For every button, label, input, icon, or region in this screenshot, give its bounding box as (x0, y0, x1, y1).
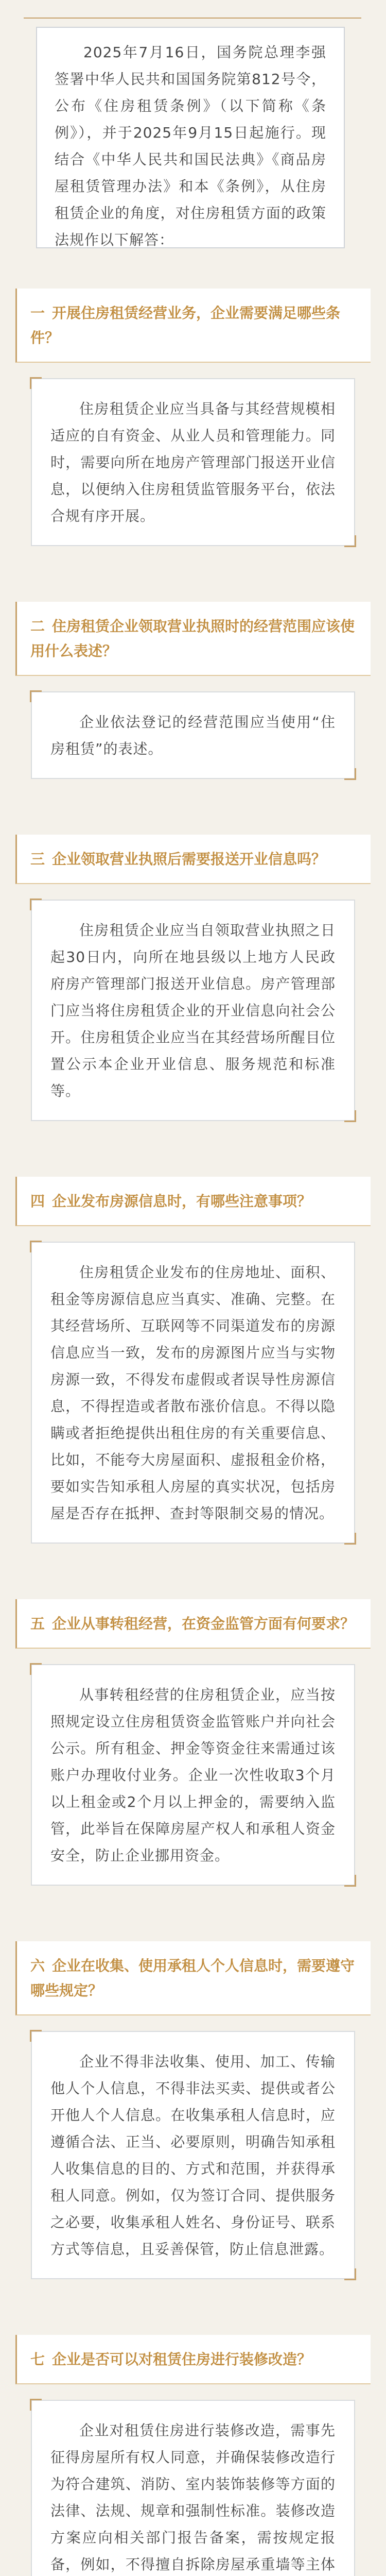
question-title: 企业在收集、使用承租人个人信息时，需要遵守哪些规定？ (30, 1957, 355, 1999)
answer-box (31, 691, 355, 779)
corner-decoration (344, 2268, 356, 2280)
question-title: 住房租赁企业领取营业执照时的经营范围应该使用什么表述？ (30, 618, 355, 659)
qa-section-4 (15, 1177, 371, 1544)
question-number: 六 (30, 1957, 45, 1974)
question-title: 企业发布房源信息时，有哪些注意事项？ (52, 1193, 312, 1210)
question-number: 五 (30, 1615, 45, 1632)
question-number: 一 (30, 304, 45, 321)
answer-box (31, 900, 355, 1121)
corner-decoration (30, 899, 42, 910)
question-number: 七 (30, 2351, 45, 2368)
question-title: 企业领取营业执照后需要报送开业信息吗？ (52, 851, 326, 868)
intro-box (24, 18, 361, 260)
question-bar (15, 1599, 371, 1649)
corner-decoration (344, 1875, 356, 1887)
qa-section-6 (15, 1941, 371, 2279)
corner-decoration (30, 1663, 42, 1675)
answer-box (31, 2031, 355, 2279)
answer-box (31, 1664, 355, 1886)
answer-box (31, 378, 355, 546)
question-bar (15, 1177, 371, 1226)
question-title: 企业是否可以对租赁住房进行装修改造？ (52, 2351, 312, 2368)
question-bar (15, 1941, 371, 2015)
answer-text: 住房租赁企业应当具备与其经营规模相适应的自有资金、从业人员和管理能力。同时，需要向所在地房产管理部门报送开业信息，以便纳入住房租赁监管服务平台，依法合规有序开展。 (50, 400, 336, 524)
qa-section-7 (15, 2335, 371, 2576)
corner-decoration (344, 768, 356, 780)
question-bar (15, 2335, 371, 2384)
corner-decoration (30, 2399, 42, 2411)
corner-decoration (30, 377, 42, 389)
intro-divider (24, 18, 361, 19)
qa-section-1 (15, 289, 371, 546)
question-bar (15, 289, 371, 363)
answer-text: 从事转租经营的住房租赁企业，应当按照规定设立住房租赁资金监管账户并向社会公示。所有租金、押金等资金往来需通过该账户办理收付业务。企业一次性收取3个月以上租金或2个月以上押金的，需要纳入监管，此举旨在保障房屋产权人和承租人资金安全，防止企业挪用资金。 (50, 1686, 336, 1864)
qa-section-2 (15, 602, 371, 779)
corner-decoration (344, 535, 356, 547)
answer-text: 企业依法登记的经营范围应当使用“住房租赁”的表述。 (50, 714, 336, 757)
answer-text: 企业不得非法收集、使用、加工、传输他人个人信息，不得非法买卖、提供或者公开他人个人信息。在收集承租人信息时，应遵循合法、正当、必要原则，明确告知承租人收集信息的目的、方式和范围，并获得承租人同意。例如，仅为签订合同、提供服务之必要，收集承租人姓名、身份证号、联系方式等信息，且妥善保管，防止信息泄露。 (50, 2053, 336, 2258)
question-number: 二 (30, 618, 45, 635)
answer-text: 企业对租赁住房进行装修改造，需事先征得房屋所有权人同意，并确保装修改造行为符合建筑、消防、室内装饰装修等方面的法律、法规、规章和强制性标准。装修改造方案应向相关部门报告备案，需按规定报备，例如，不得擅自拆除房屋承重墙等主体 (50, 2422, 336, 2573)
question-number: 四 (30, 1193, 45, 1210)
corner-decoration (30, 690, 42, 702)
corner-decoration (344, 1110, 356, 1122)
answer-text: 住房租赁企业应当自领取营业执照之日起30日内，向所在地县级以上地方人民政府房产管理部门报送开业信息。房产管理部门应当将住房租赁企业的开业信息向社会公开。住房租赁企业应当在其经营场所醒目位置公示本企业开业信息、服务规范和标准等。 (50, 922, 336, 1099)
corner-decoration (344, 1533, 356, 1545)
qa-section-3 (15, 835, 371, 1121)
intro-text: 2025年7月16日，国务院总理李强签署中华人民共和国国务院第812号令，公布《住房租赁条例》（以下简称《条例》），并于2025年9月15日起施行。现结合《中华人民共和国民法典》《商品房屋租赁管理办法》和本《条例》，从住房租赁企业的角度，对住房租赁方面的政策法规作以下解答： (36, 27, 345, 248)
question-bar (15, 602, 371, 676)
answer-box (31, 2400, 355, 2576)
corner-decoration (30, 1241, 42, 1252)
question-number: 三 (30, 851, 45, 868)
corner-decoration (30, 2030, 42, 2042)
answer-box (31, 1242, 355, 1544)
answer-text: 住房租赁企业发布的住房地址、面积、租金等房源信息应当真实、准确、完整。在其经营场所、互联网等不同渠道发布的房源信息应当一致，发布的房源图片应当与实物房源一致，不得发布虚假或者误导性房源信息，不得捏造或者散布涨价信息。不得以隐瞒或者拒绝提供出租住房的有关重要信息、比如，不能夸大房屋面积、虚报租金价格，要如实告知承租人房屋的真实状况，包括房屋是否存在抵押、查封等限制交易的情况。 (50, 1264, 336, 1522)
question-title: 企业从事转租经营，在资金监管方面有何要求？ (52, 1615, 355, 1632)
qa-section-5 (15, 1599, 371, 1886)
question-title: 开展住房租赁经营业务，企业需要满足哪些条件？ (30, 304, 341, 346)
question-bar (15, 835, 371, 884)
